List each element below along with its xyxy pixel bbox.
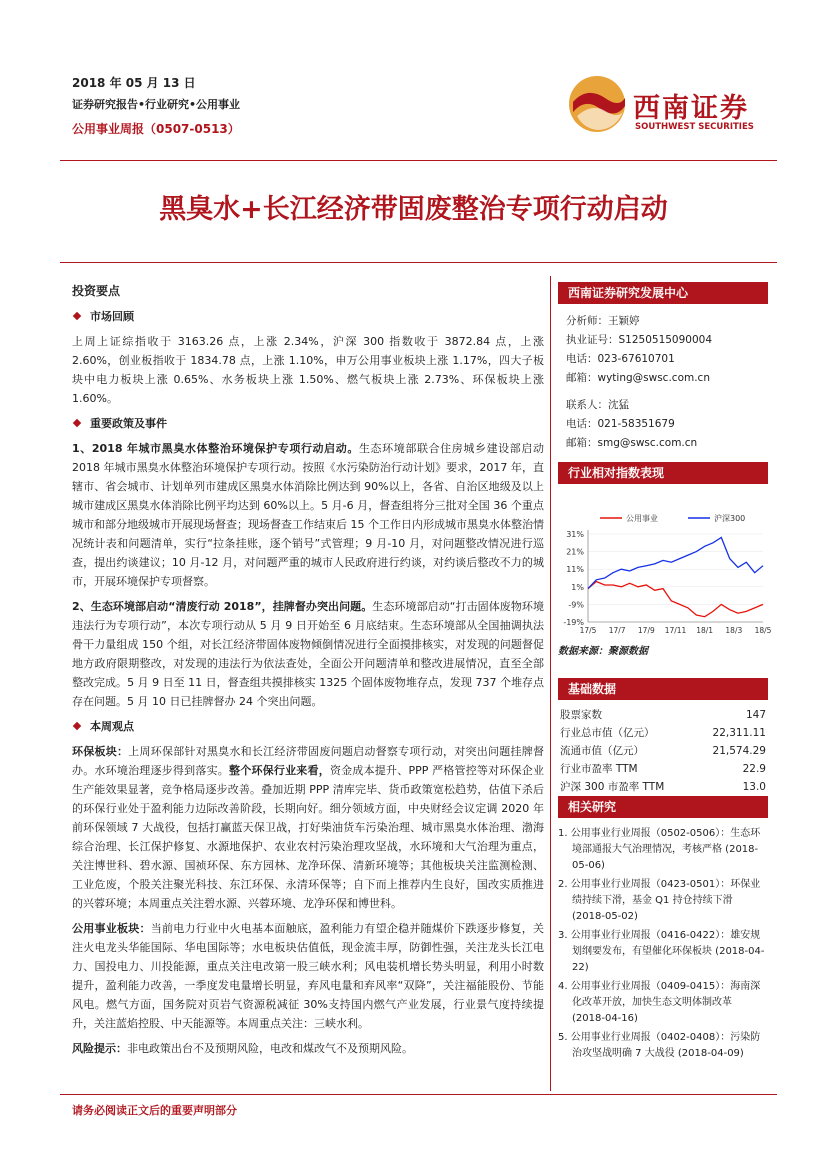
event-2: 2、生态环境部启动“清废行动 2018”，挂牌督办突出问题。生态环境部启动“打击固体废物环境违法行为专项行动”，本次专项行动从 5 月 9 日开始至 6 月底结束。生态环境部从全国抽调执法骨干力量组成 150 个组，对长江经济带固体废物倾倒情况进行全面摸排核实，对发现的问题督促地方政府限期整改，对发现的违法行为依法查处，全面公开问题清单和整改进展情况，直至全部整改完成。5 月 9 日至 11 日，督查组共摸排核实 1325 个固体废物堆存点，发现 737 个堆存点存在问题。5 月 10 日已挂牌督办 24 个突出问题。 (72, 600, 544, 708)
basic-data-key: 行业市盈率 TTM (560, 763, 638, 775)
basic-data-value: 21,574.29 (712, 745, 766, 757)
analyst-email[interactable]: 邮箱：wyting@swsc.com.cn (566, 372, 710, 384)
y-tick-label: 21% (566, 547, 584, 557)
policy-heading: 重要政策及事件 (72, 414, 544, 433)
chart-source: 数据来源：聚源数据 (558, 646, 648, 657)
related-report-item[interactable]: 5. 公用事业行业周报（0402-0408）：污染防治攻坚战明确 7 大战役 (2018-04-09) (558, 1032, 761, 1059)
x-tick-label: 18/3 (725, 626, 743, 635)
basic-data-box (558, 678, 768, 796)
basic-data-row (558, 724, 768, 742)
basic-data-value: 147 (745, 709, 766, 721)
related-box (558, 796, 768, 1065)
report-date: 2018 年 05 月 13 日 (72, 76, 196, 90)
section-heading: 投资要点 (72, 284, 121, 298)
chart-title: 行业相对指数表现 (558, 462, 768, 484)
related-report-item[interactable]: 2. 公用事业行业周报（0423-0501）：环保业绩持续下滑，基金 Q1 持仓持续下滑 (2018-05-02) (558, 879, 761, 922)
report-category: 证券研究报告•行业研究•公用事业 (72, 98, 241, 111)
y-tick-label: 11% (566, 565, 584, 575)
analyst-cert: 执业证号：S1250515090004 (566, 334, 713, 346)
logo-text-cn: 西南证券 (633, 93, 749, 124)
y-tick-label: -19% (563, 618, 584, 627)
y-tick-label: -9% (568, 600, 584, 610)
x-tick-label: 17/7 (608, 626, 626, 635)
event-1: 1、2018 年城市黑臭水体整治环境保护专项行动启动。生态环境部联合住房城乡建设部启动 2018 年城市黑臭水体整治环境保护专项行动。按照《水污染防治行动计划》要求，2017 年，直辖市、省会城市、计划单列市建成区黑臭水体消除比例达到 90%以上，各省、自治区地级及以上城市建成区黑臭水体消除比例平均达到 60%以上。5 月-6 月，督查组将分三批对全国 36 个重点城市和部分地级城市开展现场督查；现场督查工作结束后 15 个工作日内形成城市黑臭水体整治情况统计表和问题清单，实行“拉条挂账，逐个销号”式管理；9 月-10 月，对问题整改情况进行巡查，提出约谈建议；10 月-12 月，对问题严重的城市人民政府进行约谈，对约谈后整改不力的城市，开展环境保护专项督察。 (72, 442, 544, 588)
basic-data-value: 22,311.11 (712, 727, 766, 739)
x-tick-label: 17/9 (637, 626, 655, 635)
risk-warning: 风险提示：非电政策出台不及预期风险，电改和煤改气不及预期风险。 (72, 1042, 413, 1055)
related-report-item[interactable]: 4. 公用事业行业周报（0409-0415）：海南深化改革开放，加快生态文明体制改革 (2018-04-16) (558, 981, 761, 1024)
env-view: 环保板块：上周环保部针对黑臭水和长江经济带固废问题启动督察专项行动，对突出问题挂牌督办。水环境治理逐步得到落实。整个环保行业来看，资金成本提升、PPP 严格管控等对环保企业生产能效果显著，竞争格局逐步改善。叠加近期 PPP 清库完毕、货币政策宽松趋势，估值下杀后的环保行业处于盈利能力边际改善阶段，长期向好。细分领域方面，中央财经会议定调 2020 年前环保领域 7 大战役，包括打赢蓝天保卫战，打好柴油货车污染治理、城市黑臭水体治理、渤海综合治理、长江保护修复、水源地保护、农业农村污染治理攻坚战，水环境和大气治理为重点，关注博世科、碧水源、国祯环保、东方园林、龙净环保、清新环境等；其他板块关注监测检测、工业危废，个股关注聚光科技、东江环保、永清环保等；自下而上推荐内生良好，国改实质推进的兴蓉环境；本周重点关注碧水源、兴蓉环境、龙净环保和博世科。 (72, 745, 545, 910)
basic-data-key: 流通市值（亿元） (560, 745, 644, 757)
basic-data-row (558, 706, 768, 724)
related-title: 相关研究 (558, 796, 768, 818)
research-center-title: 西南证券研究发展中心 (558, 282, 768, 304)
basic-data-key: 沪深 300 市盈率 TTM (560, 781, 665, 793)
market-review-text: 上周上证综指收于 3163.26 点，上涨 2.34%，沪深 300 指数收于 3872.84 点，上涨 2.60%，创业板指收于 1834.78 点，上涨 1.10%，申万公用事业板块上涨 1.17%，四大子板块中电力板块上涨 0.65%、水务板块上涨 1.50%、燃气板块上涨 2.73%、环保板块上涨 1.60%。 (72, 335, 544, 405)
report-series: 公用事业周报（0507-0513） (72, 122, 240, 136)
series-line (588, 538, 763, 589)
chart-box (558, 462, 772, 657)
x-tick-label: 17/11 (664, 626, 687, 635)
view-heading: 本周观点 (72, 717, 544, 736)
footer-disclaimer[interactable]: 请务必阅读正文后的重要声明部分 (72, 1104, 237, 1117)
logo-text-en: SOUTHWEST SECURITIES (635, 122, 754, 132)
bullet-diamond-icon (73, 419, 81, 427)
contact-email[interactable]: 邮箱：smg@swsc.com.cn (566, 437, 698, 449)
y-tick-label: 31% (566, 530, 584, 539)
company-logo (565, 72, 765, 142)
related-list (558, 826, 768, 1062)
basic-data-table (558, 706, 768, 796)
analyst-phone: 电话：023-67610701 (566, 353, 675, 365)
utility-view: 公用事业板块：当前电力行业中火电基本面触底，盈利能力有望企稳并随煤价下跌逐步修复，关注火电龙头华能国际、华电国际等；水电板块估值低，现金流丰厚，防御性强，关注龙头长江电力、国投电力、川投能源，重点关注电改第一股三峡水利；风电装机增长势头明显，利用小时数提升，盈利能力改善，一季度发电量增长明显，弃风电量和弃风率“双降”，关注福能股份、节能风电。燃气方面，国务院对页岩气资源税减征 30%支持国内燃气产业发展，行业景气度持续提升，关注蓝焰控股、中天能源等。本周重点关注：三峡水利。 (72, 922, 545, 1030)
basic-data-key: 行业总市值（亿元） (560, 727, 655, 739)
related-report-item[interactable]: 1. 公用事业行业周报（0502-0506）：生态环境部通报大气治理情况，考核严格 (2018-05-06) (558, 828, 761, 871)
basic-data-value: 22.9 (742, 763, 766, 775)
x-tick-label: 18/5 (754, 626, 772, 635)
column-divider (550, 276, 551, 1091)
basic-data-title: 基础数据 (558, 678, 768, 700)
basic-data-row (558, 742, 768, 760)
basic-data-value: 13.0 (742, 781, 766, 793)
legend-label: 公用事业 (626, 514, 658, 523)
analyst-name: 分析师：王颖婷 (566, 315, 640, 327)
page-title: 黑臭水+长江经济带固废整治专项行动启动 (159, 194, 668, 225)
legend-label: 沪深300 (714, 514, 746, 523)
title-rule (60, 262, 777, 263)
basic-data-row (558, 760, 768, 778)
relative-index-chart (558, 490, 772, 640)
contact-phone: 电话：021-58351679 (566, 418, 675, 430)
basic-data-row (558, 778, 768, 796)
header-rule (60, 160, 777, 161)
y-tick-label: 1% (571, 582, 584, 592)
footer-rule (60, 1094, 777, 1095)
x-tick-label: 17/5 (579, 626, 597, 635)
bullet-diamond-icon (73, 722, 81, 730)
related-report-item[interactable]: 3. 公用事业行业周报（0416-0422）：雄安规划纲要发布，有望催化环保板块 (2018-04-22) (558, 930, 765, 973)
contact-name: 联系人：沈猛 (566, 399, 629, 411)
main-column (72, 278, 544, 1064)
analyst-box (558, 282, 768, 453)
x-tick-label: 18/1 (696, 626, 714, 635)
market-review-heading: 市场回顾 (72, 307, 544, 326)
basic-data-key: 股票家数 (560, 709, 602, 721)
bullet-diamond-icon (73, 312, 81, 320)
